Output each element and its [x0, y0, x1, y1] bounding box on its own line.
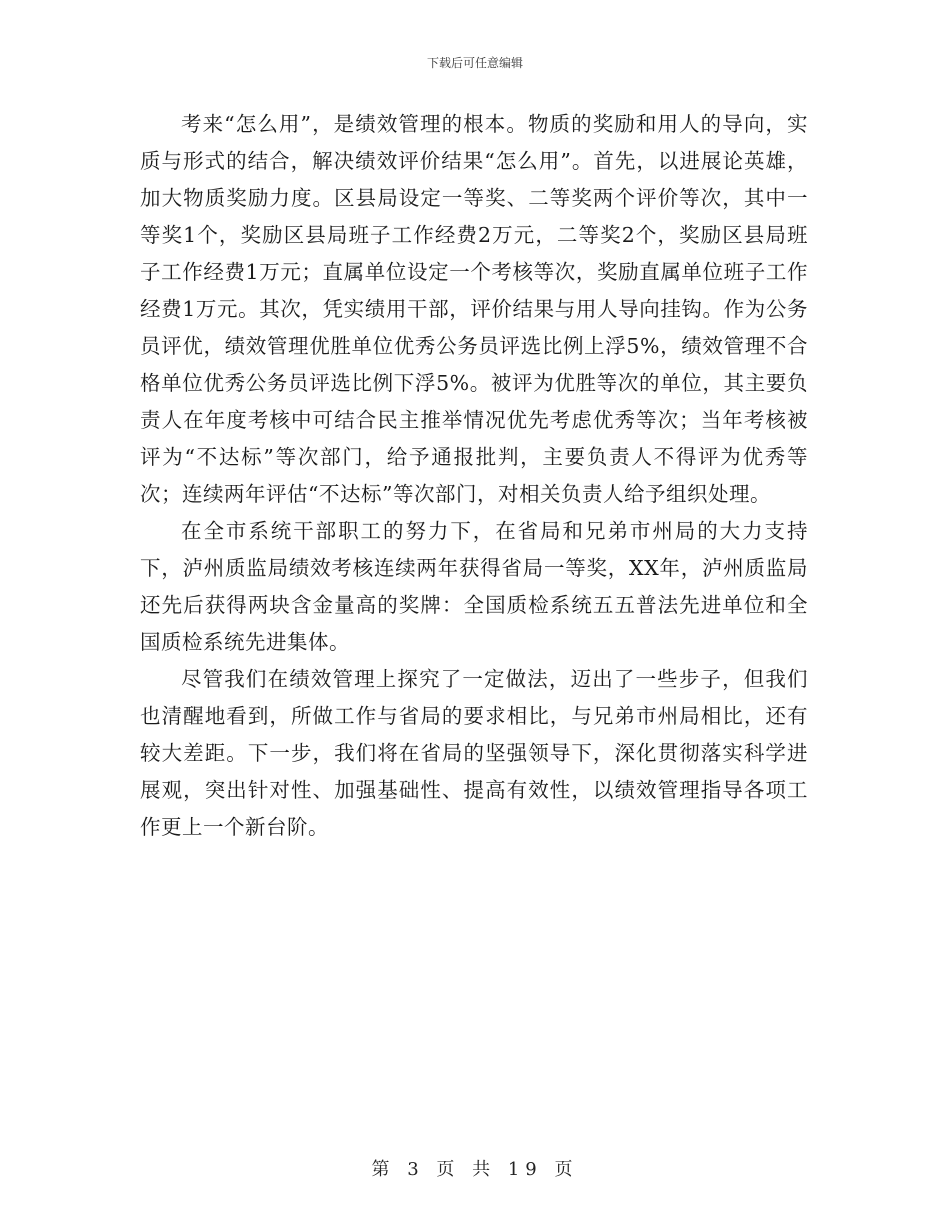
paragraph: 在全市系统干部职工的努力下，在省局和兄弟市州局的大力支持下，泸州质监局绩效考核连续两年获得省局一等奖，XX年，泸州质监局还先后获得两块含金量高的奖牌：全国质检系统五五普法先进单位和全国质检系统先进集体。 — [140, 519, 808, 654]
header-note: 下载后可任意编辑 — [426, 56, 523, 70]
page-number: 第 3 页 共 19 页 — [371, 1159, 579, 1180]
paragraph: 尽管我们在绩效管理上探究了一定做法，迈出了一些步子，但我们也清醒地看到，所做工作与省局的要求相比，与兄弟市州局相比，还有较大差距。下一步，我们将在省局的坚强领导下，深化贯彻落实科学进展观，突出针对性、加强基础性、提高有效性，以绩效管理指导各项工作更上一个新台阶。 — [140, 667, 808, 839]
document-body — [140, 106, 808, 846]
paragraph: 考来“怎么用”，是绩效管理的根本。物质的奖励和用人的导向，实质与形式的结合，解决绩效评价结果“怎么用”。首先，以进展论英雄，加大物质奖励力度。区县局设定一等奖、二等奖两个评价等次，其中一等奖1个，奖励区县局班子工作经费2万元，二等奖2个，奖励区县局班子工作经费1万元；直属单位设定一个考核等次，奖励直属单位班子工作经费1万元。其次，凭实绩用干部，评价结果与用人导向挂钩。作为公务员评优，绩效管理优胜单位优秀公务员评选比例上浮5%，绩效管理不合格单位优秀公务员评选比例下浮5%。被评为优胜等次的单位，其主要负责人在年度考核中可结合民主推举情况优先考虑优秀等次；当年考核被评为“不达标”等次部门，给予通报批判，主要负责人不得评为优秀等次；连续两年评估“不达标”等次部门，对相关负责人给予组织处理。 — [140, 112, 808, 506]
